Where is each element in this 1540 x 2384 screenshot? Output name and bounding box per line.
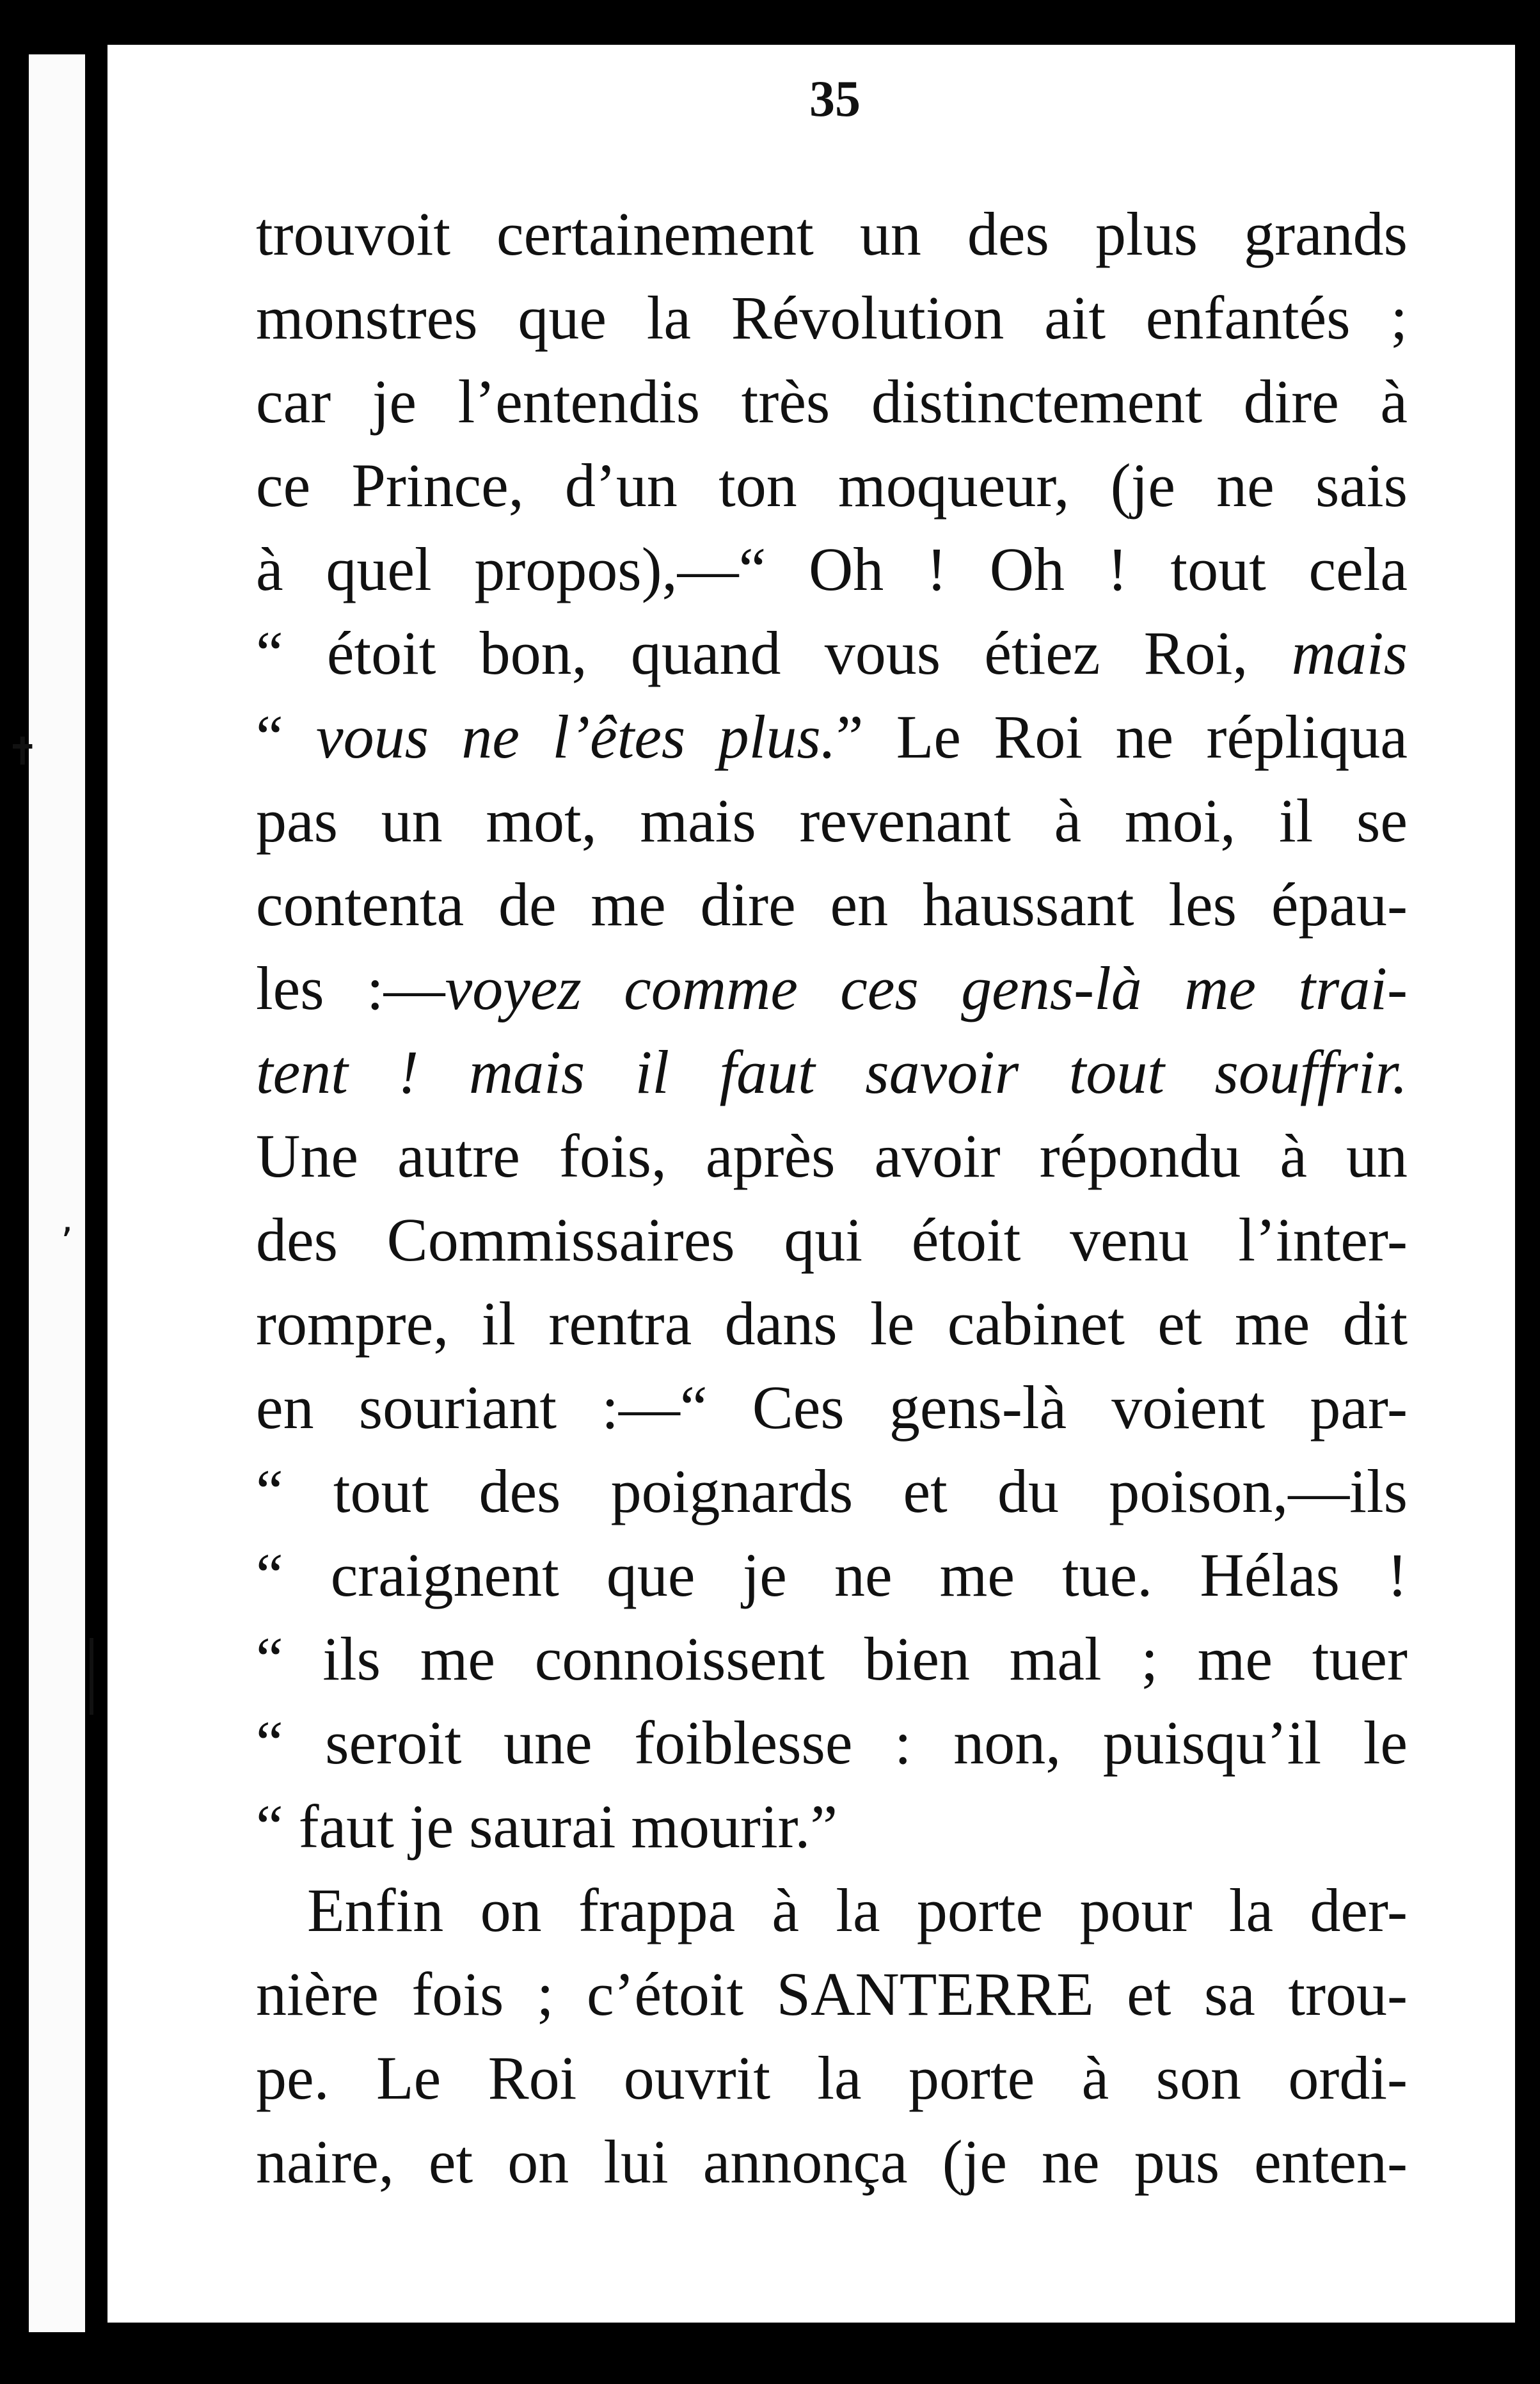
line-text: pas un mot, mais revenant à moi, il se	[256, 786, 1408, 855]
margin-bar-mark	[90, 1638, 93, 1715]
page-number: 35	[809, 71, 861, 127]
line-text: ce Prince, d’un ton moqueur, (je ne sais	[256, 451, 1408, 520]
text-line	[256, 360, 1408, 443]
text-line	[256, 276, 1408, 360]
line-italic-text: tent ! mais il faut savoir tout souffrir.	[256, 1038, 1408, 1106]
line-text: naire, et on lui annonça (je ne pus enten-	[256, 2127, 1408, 2196]
margin-tick-mark: ‚	[61, 1196, 74, 1241]
line-text: “	[256, 703, 317, 771]
text-line	[256, 527, 1408, 611]
text-line	[256, 2120, 1408, 2204]
text-line	[256, 1701, 1408, 1784]
text-line	[256, 443, 1408, 527]
text-line	[256, 1868, 1408, 1952]
text-line	[256, 1617, 1408, 1701]
text-line	[256, 862, 1408, 946]
line-text: “ tout des poignards et du poison,—ils	[256, 1457, 1408, 1525]
text-line	[256, 611, 1408, 695]
line-text: nière fois ; c’étoit SANTERRE et sa trou-	[256, 1960, 1408, 2028]
line-text: “ faut je saurai mourir.”	[256, 1792, 837, 1861]
line-text: en souriant :—“ Ces gens-là voient par-	[256, 1373, 1408, 1442]
text-line	[256, 695, 1408, 779]
line-italic-text: voyez comme ces gens-là me trai-	[445, 954, 1408, 1022]
line-text: contenta de me dire en haussant les épau-	[256, 870, 1408, 939]
text-line	[256, 1952, 1408, 2036]
line-text: trouvoit certainement un des plus grands	[256, 200, 1408, 268]
text-line	[256, 779, 1408, 862]
margin-cross-mark: ✝	[6, 729, 39, 774]
line-text: Une autre fois, après avoir répondu à un	[256, 1122, 1408, 1190]
facing-page-edge	[29, 54, 85, 2332]
text-line	[256, 192, 1408, 276]
text-line	[256, 1030, 1408, 1114]
line-text: “ ils me connoissent bien mal ; me tuer	[256, 1625, 1408, 1693]
line-text: les :—	[256, 954, 445, 1022]
line-text: ” Le Roi ne répliqua	[836, 703, 1408, 771]
body-text	[256, 192, 1408, 2204]
text-line	[256, 2036, 1408, 2120]
line-text: “ étoit bon, quand vous étiez Roi,	[256, 619, 1292, 687]
text-line	[256, 1114, 1408, 1198]
text-line	[256, 1198, 1408, 1282]
line-text: Enfin on frappa à la porte pour la der-	[307, 1876, 1408, 1944]
line-text: “ craignent que je ne me tue. Hélas !	[256, 1541, 1408, 1609]
line-text: pe. Le Roi ouvrit la porte à son ordi-	[256, 2044, 1408, 2112]
line-text: rompre, il rentra dans le cabinet et me dit	[256, 1289, 1408, 1358]
text-line	[256, 1282, 1408, 1365]
text-line	[256, 1365, 1408, 1449]
text-line	[256, 1533, 1408, 1617]
line-text: car je l’entendis très distinctement dire à	[256, 367, 1408, 436]
line-italic-text: vous ne l’êtes plus.	[316, 703, 836, 771]
text-line	[256, 946, 1408, 1030]
line-text: monstres que la Révolution ait enfantés ;	[256, 283, 1408, 352]
line-italic-text: mais	[1291, 619, 1408, 687]
text-line	[256, 1449, 1408, 1533]
line-text: “ seroit une foiblesse : non, puisqu’il le	[256, 1708, 1408, 1777]
line-text: à quel propos),—“ Oh ! Oh ! tout cela	[256, 535, 1408, 603]
text-line	[256, 1784, 1408, 1868]
line-text: des Commissaires qui étoit venu l’inter-	[256, 1205, 1408, 1274]
